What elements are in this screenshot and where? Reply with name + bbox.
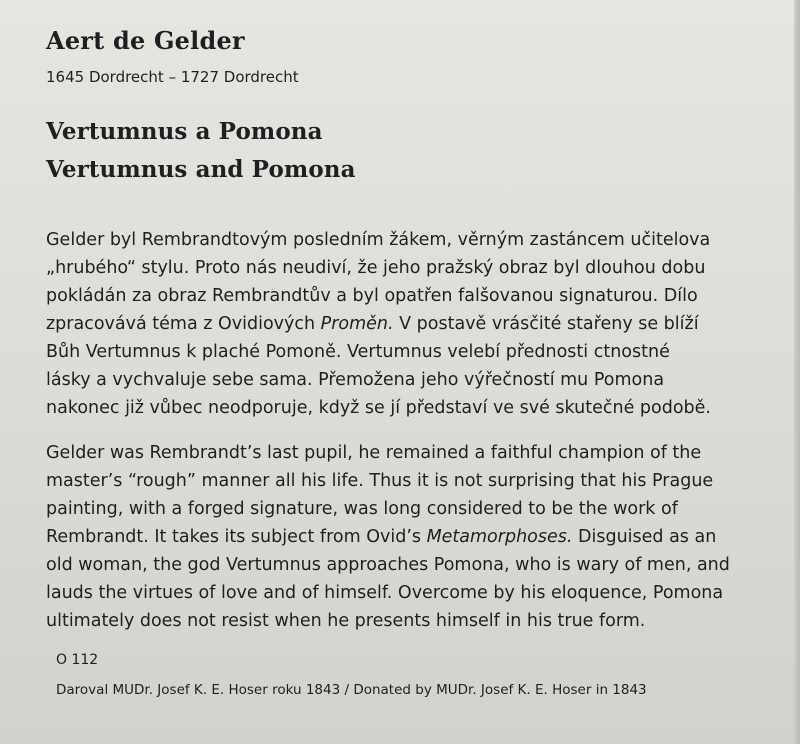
description-line: lauds the virtues of love and of himself. Overcome by his eloquence, Pomona: [46, 583, 724, 603]
description-line: Gelder byl Rembrandtovým posledním žákem, věrným zastáncem učitelova: [46, 230, 711, 250]
description-text: zpracovává téma z Ovidiových: [46, 314, 321, 334]
inventory-number: O 112: [56, 652, 99, 668]
description-text: V postavě vrásčité stařeny se blíží: [393, 314, 699, 334]
description-text: Disguised as an: [572, 527, 717, 547]
description-italic-title: Metamorphoses.: [426, 527, 573, 547]
description-line: master’s “rough” manner all his life. Thus it is not surprising that his Prague: [46, 471, 714, 491]
description-line: Bůh Vertumnus k plaché Pomoně. Vertumnus velebí přednosti ctnostné: [46, 342, 670, 362]
description-italic-title: Proměn.: [320, 314, 394, 334]
description-line: „hrubého“ stylu. Proto nás neudiví, že jeho pražský obraz byl dlouhou dobu: [46, 258, 706, 278]
label-edge-shadow: [794, 0, 800, 744]
description-line: [46, 310, 766, 338]
donation-credit: Daroval MUDr. Josef K. E. Hoser roku 1843 / Donated by MUDr. Josef K. E. Hoser in 1843: [56, 682, 647, 698]
description-english: [46, 439, 766, 635]
artwork-title-english: Vertumnus and Pomona: [46, 156, 356, 183]
artist-dates: 1645 Dordrecht – 1727 Dordrecht: [46, 68, 299, 86]
artwork-title-czech: Vertumnus a Pomona: [46, 118, 323, 145]
description-line: [46, 523, 766, 551]
description-line: nakonec již vůbec neodporuje, když se jí představí ve své skutečné podobě.: [46, 398, 711, 418]
artist-name: Aert de Gelder: [46, 26, 245, 55]
description-text: Rembrandt. It takes its subject from Ovid’s: [46, 527, 427, 547]
description-line: painting, with a forged signature, was long considered to be the work of: [46, 499, 678, 519]
description-line: Gelder was Rembrandt’s last pupil, he remained a faithful champion of the: [46, 443, 702, 463]
description-czech: [46, 226, 766, 422]
description-line: lásky a vychvaluje sebe sama. Přemožena jeho výřečností mu Pomona: [46, 370, 665, 390]
description-line: old woman, the god Vertumnus approaches Pomona, who is wary of men, and: [46, 555, 730, 575]
description-line: ultimately does not resist when he presents himself in his true form.: [46, 611, 646, 631]
description-line: pokládán za obraz Rembrandtův a byl opatřen falšovanou signaturou. Dílo: [46, 286, 698, 306]
